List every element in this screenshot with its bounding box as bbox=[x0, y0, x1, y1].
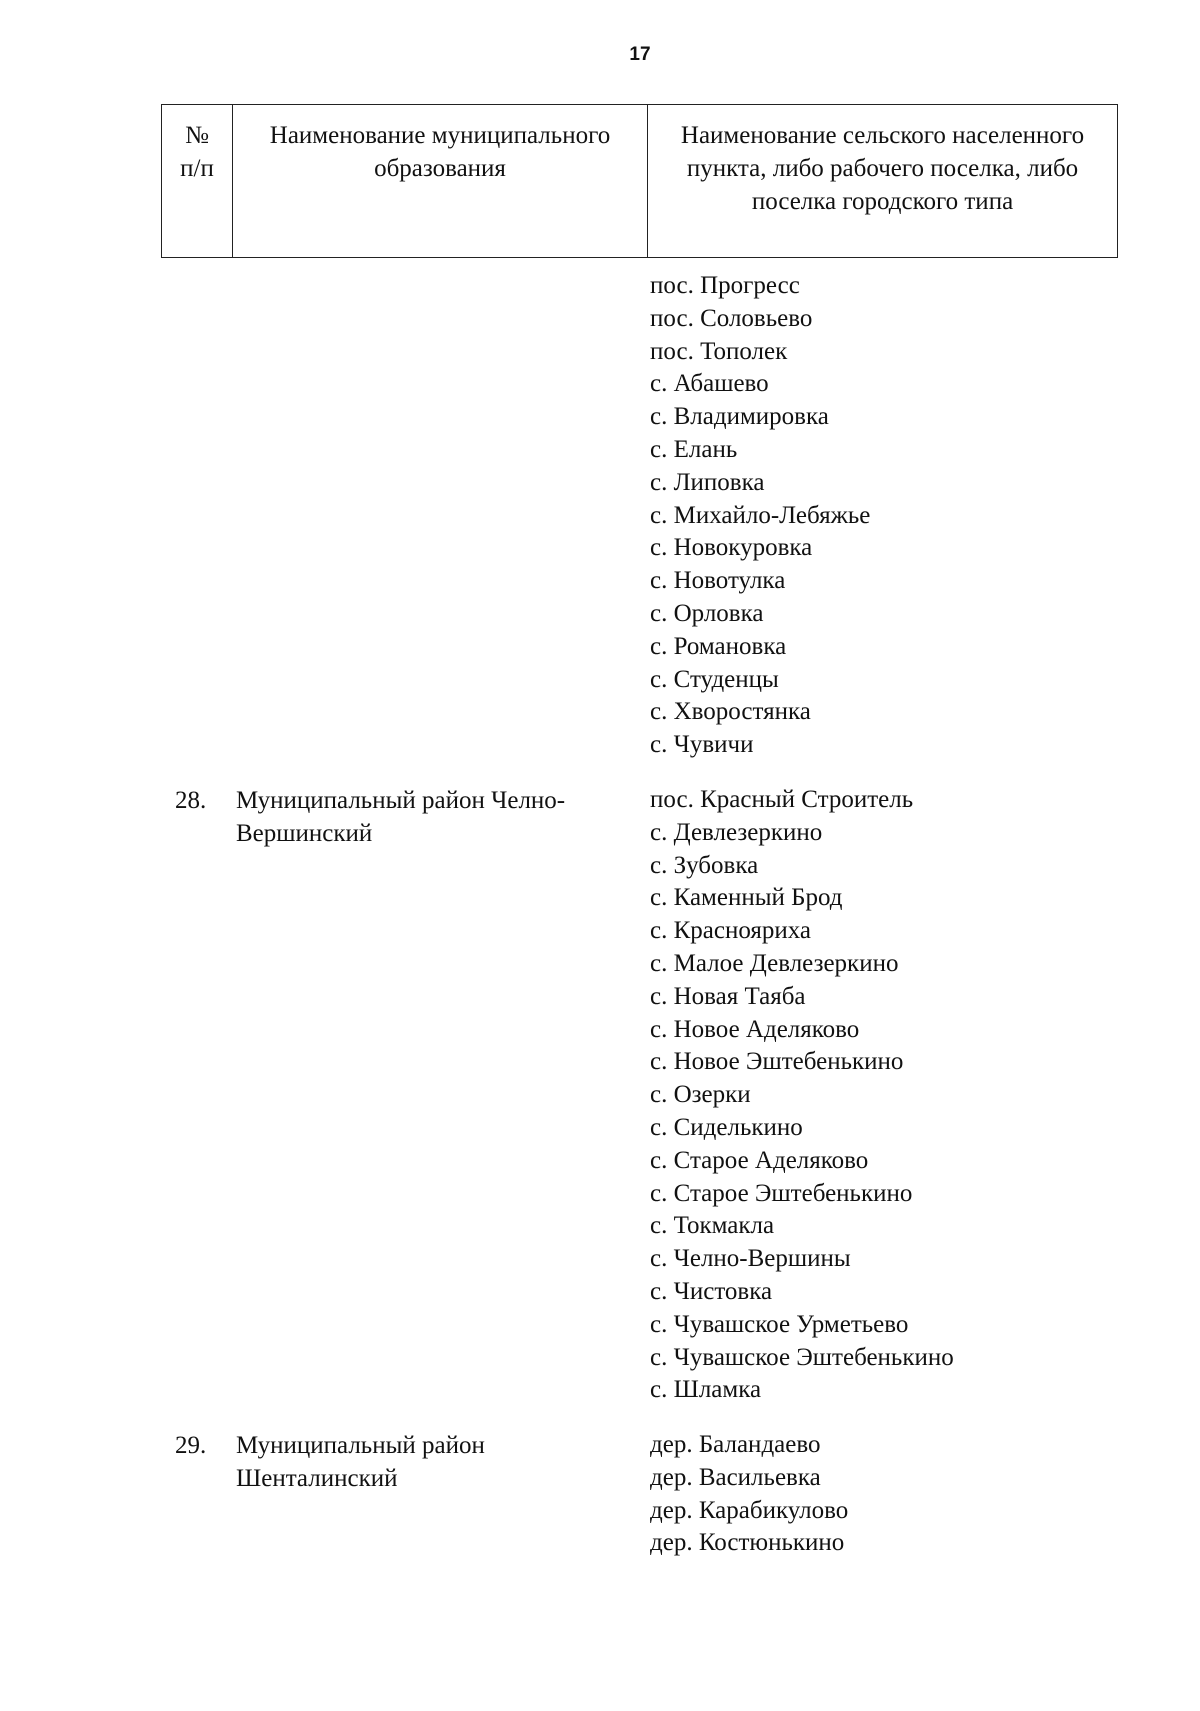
page-number: 17 bbox=[629, 44, 651, 65]
settlement-item: пос. Тополек bbox=[650, 337, 788, 365]
row-number: 29. bbox=[175, 1432, 207, 1460]
settlement-item: пос. Прогресс bbox=[650, 272, 800, 299]
settlement-item: с. Чистовка bbox=[650, 1277, 773, 1305]
settlement-item: с. Хворостянка bbox=[650, 698, 811, 726]
row-number: 28. bbox=[175, 786, 207, 814]
settlement-item: с. Малое Девлезеркино bbox=[650, 949, 899, 977]
settlement-item: пос. Соловьево bbox=[650, 304, 813, 332]
settlement-item: с. Чувашское Урметьево bbox=[650, 1310, 909, 1338]
settlement-item: с. Сиделькино bbox=[650, 1113, 803, 1141]
settlement-list bbox=[0, 784, 1200, 1407]
settlement-item: с. Чувашское Эштебенькино bbox=[650, 1343, 954, 1371]
header-number-column: № п/п bbox=[162, 105, 233, 258]
settlement-item: с. Липовка bbox=[650, 468, 765, 496]
table-header bbox=[161, 104, 1118, 258]
header-municipality-column: Наименование муниципального образования bbox=[233, 105, 648, 258]
table-row bbox=[0, 784, 1200, 1407]
municipality-name: Муниципальный район Челно-Вершинский bbox=[236, 786, 566, 847]
settlement-list bbox=[0, 270, 1200, 762]
settlement-item: с. Девлезеркино bbox=[650, 818, 823, 846]
settlement-item: с. Новотулка bbox=[650, 567, 786, 595]
settlement-item: с. Елань bbox=[650, 435, 738, 463]
settlement-item: с. Романовка bbox=[650, 632, 787, 660]
settlement-item: с. Владимировка bbox=[650, 403, 829, 431]
table-row bbox=[0, 270, 1200, 762]
settlement-item: с. Шламка bbox=[650, 1376, 762, 1404]
settlement-item: с. Озерки bbox=[650, 1081, 751, 1109]
settlement-item: с. Старое Эштебенькино bbox=[650, 1179, 913, 1207]
settlement-item: с. Михайло-Лебяжье bbox=[650, 501, 871, 529]
settlement-item: дер. Васильевка bbox=[650, 1463, 821, 1491]
settlement-item: пос. Красный Строитель bbox=[650, 785, 914, 813]
settlement-item: с. Каменный Брод bbox=[650, 884, 843, 912]
settlement-item: с. Новое Эштебенькино bbox=[650, 1048, 904, 1076]
settlement-item: с. Краснояриха bbox=[650, 917, 812, 945]
settlement-item: с. Старое Аделяково bbox=[650, 1146, 869, 1174]
settlement-item: с. Токмакла bbox=[650, 1212, 775, 1240]
settlement-item: с. Абашево bbox=[650, 370, 769, 398]
settlement-item: с. Новое Аделяково bbox=[650, 1015, 860, 1043]
table-row bbox=[0, 1429, 1200, 1560]
settlement-item: с. Челно-Вершины bbox=[650, 1245, 851, 1273]
header-settlement-column: Наименование сельского населенного пункта, либо рабочего поселка, либо поселка городского типа bbox=[648, 105, 1118, 258]
settlement-item: с. Орловка bbox=[650, 599, 764, 627]
settlement-item: дер. Костюнькино bbox=[650, 1529, 845, 1557]
settlement-item: с. Новая Таяба bbox=[650, 982, 806, 1010]
municipality-name: Муниципальный район Шенталинский bbox=[236, 1432, 485, 1493]
settlement-item: дер. Баландаево bbox=[650, 1431, 821, 1459]
settlement-item: с. Новокуровка bbox=[650, 534, 813, 562]
settlement-item: с. Зубовка bbox=[650, 851, 759, 879]
settlement-item: с. Студенцы bbox=[650, 665, 779, 693]
table-body bbox=[0, 270, 1200, 1560]
settlement-item: с. Чувичи bbox=[650, 731, 754, 759]
settlement-item: дер. Карабикулово bbox=[650, 1496, 849, 1524]
